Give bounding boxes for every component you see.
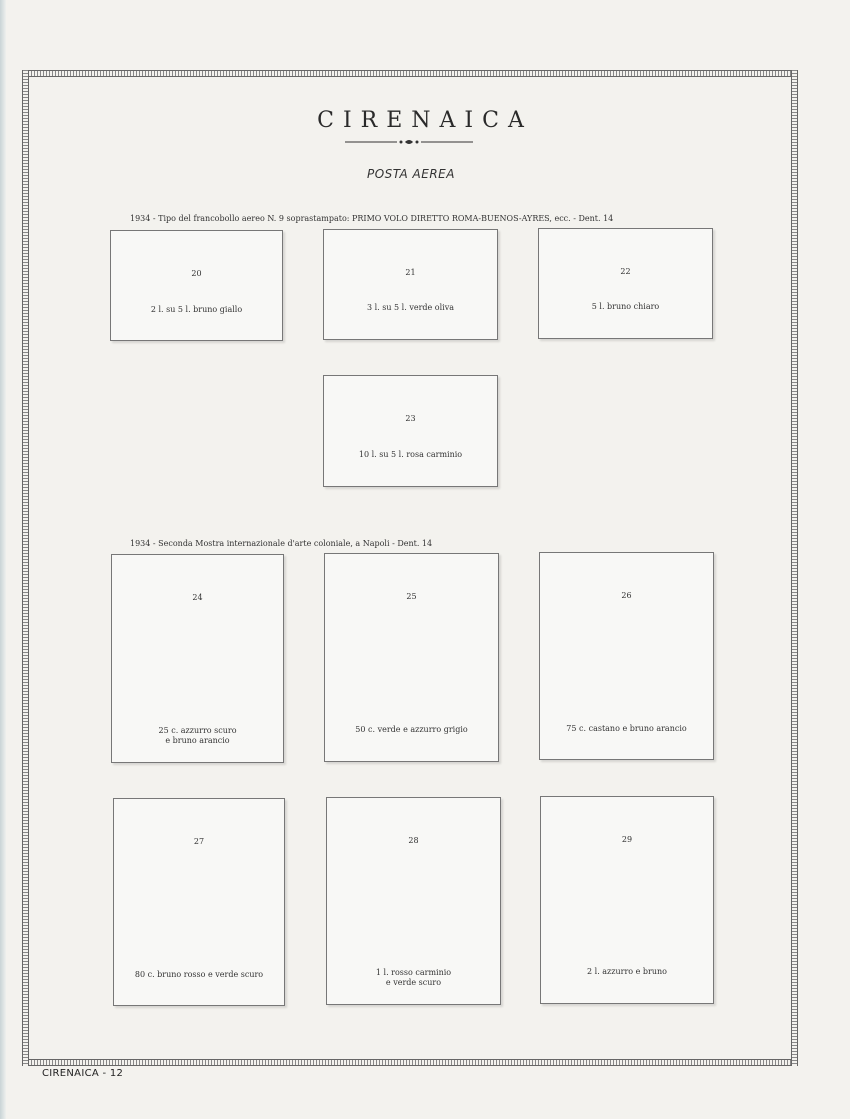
stamp-space: [323, 375, 498, 487]
stamp-description: 2 l. azzurro e bruno: [587, 967, 667, 976]
page-title: CIRENAICA: [317, 108, 533, 133]
stamp-space: [539, 552, 714, 760]
stamp-space: [110, 230, 283, 341]
page-subtitle: POSTA AEREA: [367, 167, 455, 181]
stamp-description: 10 l. su 5 l. rosa carminio: [358, 450, 463, 459]
stamp-description: 1 l. rosso carminio e verde scuro: [375, 968, 452, 987]
stamp-number: 25: [406, 592, 417, 601]
stamp-number: 24: [192, 593, 203, 602]
stamp-number: 22: [620, 267, 631, 276]
border-right: [791, 70, 798, 1066]
title-ornament: [345, 138, 473, 146]
stamp-space: [538, 228, 713, 339]
stamp-space: [323, 229, 498, 340]
stamp-space: [113, 798, 285, 1006]
stamp-description: 50 c. verde e azzurro grigio: [355, 725, 468, 734]
set-heading: 1934 - Tipo del francobollo aereo N. 9 soprastampato: PRIMO VOLO DIRETTO ROMA-BUENOS-AYRES, ecc. - Dent. 14: [130, 214, 614, 223]
stamp-description: 75 c. castano e bruno arancio: [566, 724, 687, 733]
stamp-space: [111, 554, 284, 763]
border-top: [22, 70, 798, 77]
stamp-number: 23: [405, 414, 416, 423]
stamp-number: 29: [621, 835, 633, 844]
stamp-description: 2 l. su 5 l. bruno giallo: [150, 305, 243, 314]
stamp-space: [326, 797, 501, 1005]
border-left: [22, 70, 29, 1066]
page-footer: CIRENAICA - 12: [42, 1068, 124, 1079]
stamp-number: 28: [408, 836, 419, 845]
stamp-space: [540, 796, 714, 1004]
border-bottom: [22, 1059, 798, 1066]
stamp-description: 80 c. bruno rosso e verde scuro: [134, 970, 264, 979]
stamp-description: 25 c. azzurro scuro e bruno arancio: [158, 726, 237, 745]
stamp-number: 27: [193, 837, 205, 846]
stamp-space: [324, 553, 499, 762]
set-heading: 1934 - Seconda Mostra internazionale d'arte coloniale, a Napoli - Dent. 14: [130, 539, 433, 548]
stamp-number: 20: [191, 269, 202, 278]
stamp-number: 21: [405, 268, 416, 277]
stamp-number: 26: [621, 591, 632, 600]
stamp-description: 3 l. su 5 l. verde oliva: [366, 303, 455, 312]
stamp-description: 5 l. bruno chiaro: [591, 302, 660, 311]
